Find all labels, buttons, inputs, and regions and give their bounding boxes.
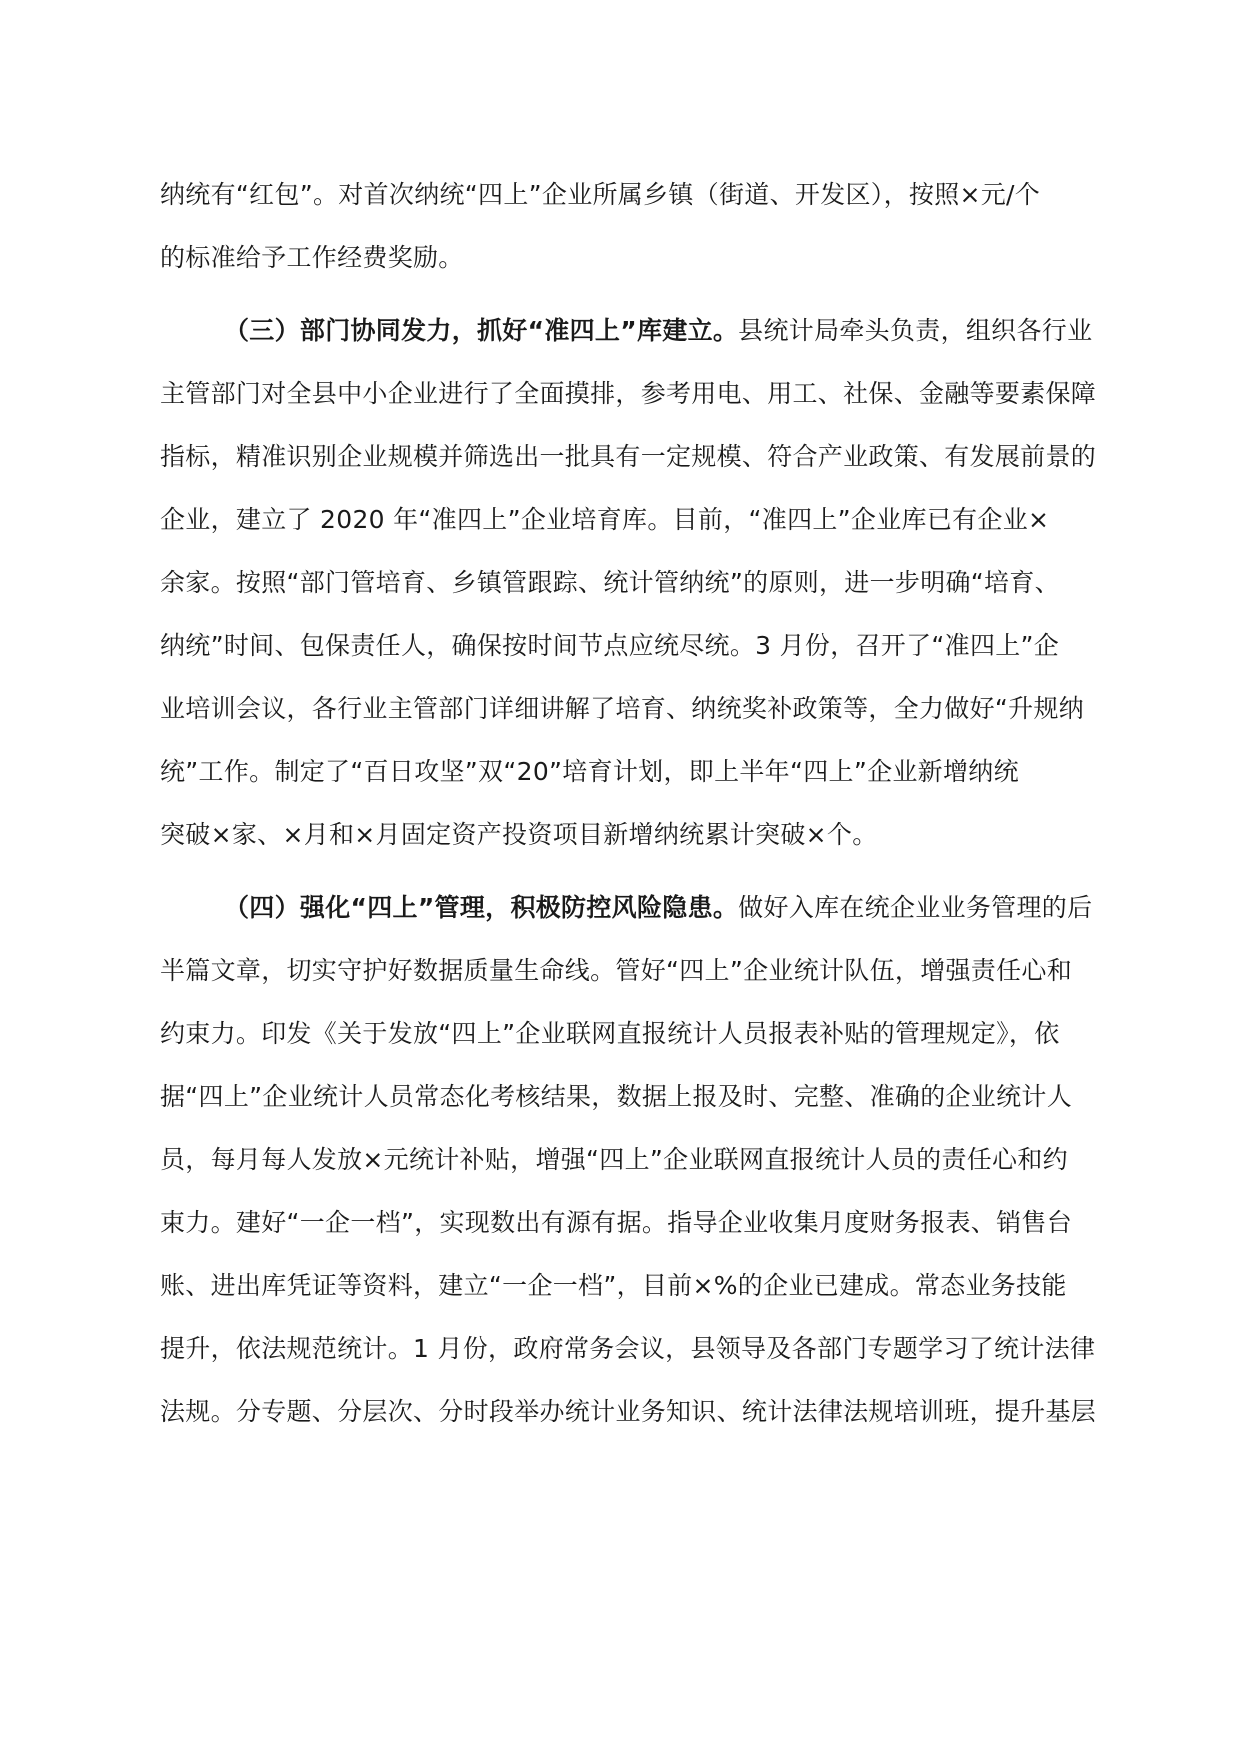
section-3-paragraph [160, 299, 1097, 866]
text-line: 半篇文章，切实守护好数据质量生命线。管好“四上”企业统计队伍，增强责任心和 [160, 956, 1073, 985]
section-4-first-line-text: 做好入库在统企业业务管理的后 [738, 893, 1093, 922]
text-line: 提升，依法规范统计。1 月份，政府常务会议，县领导及各部门专题学习了统计法律 [160, 1334, 1096, 1363]
text-line: 的标准给予工作经费奖励。 [160, 243, 464, 272]
text-line: 员，每月每人发放×元统计补贴，增强“四上”企业联网直报统计人员的责任心和约 [160, 1145, 1068, 1174]
text-line: 指标，精准识别企业规模并筛选出一批具有一定规模、符合产业政策、有发展前景的 [160, 442, 1097, 471]
text-line: 主管部门对全县中小企业进行了全面摸排，参考用电、用工、社保、金融等要素保障 [160, 379, 1097, 408]
section-3-heading: （三）部门协同发力，抓好“准四上”库建立。 [224, 316, 739, 345]
text-line: 纳统”时间、包保责任人，确保按时间节点应统尽统。3 月份，召开了“准四上”企 [160, 631, 1060, 660]
section-3-first-line-text: 县统计局牵头负责，组织各行业 [738, 316, 1093, 345]
text-line: 统”工作。制定了“百日攻坚”双“20”培育计划，即上半年“四上”企业新增纳统 [160, 757, 1019, 786]
text-line: 束力。建好“一企一档”，实现数出有源有据。指导企业收集月度财务报表、销售台 [160, 1208, 1073, 1237]
paragraph-continued [160, 163, 1090, 289]
text-line: 纳统有“红包”。对首次纳统“四上”企业所属乡镇（街道、开发区），按照×元/个 [160, 180, 1041, 209]
section-3-first-line [160, 299, 1093, 362]
document-page [160, 163, 1097, 1443]
section-4-heading: （四）强化“四上”管理，积极防控风险隐患。 [224, 893, 739, 922]
text-line: 据“四上”企业统计人员常态化考核结果，数据上报及时、完整、准确的企业统计人 [160, 1082, 1073, 1111]
text-line: 法规。分专题、分层次、分时段举办统计业务知识、统计法律法规培训班，提升基层 [160, 1397, 1097, 1426]
text-line: 账、进出库凭证等资料，建立“一企一档”，目前×%的企业已建成。常态业务技能 [160, 1271, 1067, 1300]
text-line: 约束力。印发《关于发放“四上”企业联网直报统计人员报表补贴的管理规定》，依 [160, 1019, 1060, 1048]
text-line: 企业，建立了 2020 年“准四上”企业培育库。目前，“准四上”企业库已有企业× [160, 505, 1050, 534]
section-4-paragraph [160, 876, 1097, 1443]
text-line: 余家。按照“部门管培育、乡镇管跟踪、统计管纳统”的原则，进一步明确“培育、 [160, 568, 1060, 597]
section-4-first-line [160, 876, 1093, 939]
text-line: 业培训会议，各行业主管部门详细讲解了培育、纳统奖补政策等，全力做好“升规纳 [160, 694, 1085, 723]
text-line: 突破×家、×月和×月固定资产投资项目新增纳统累计突破×个。 [160, 820, 878, 849]
